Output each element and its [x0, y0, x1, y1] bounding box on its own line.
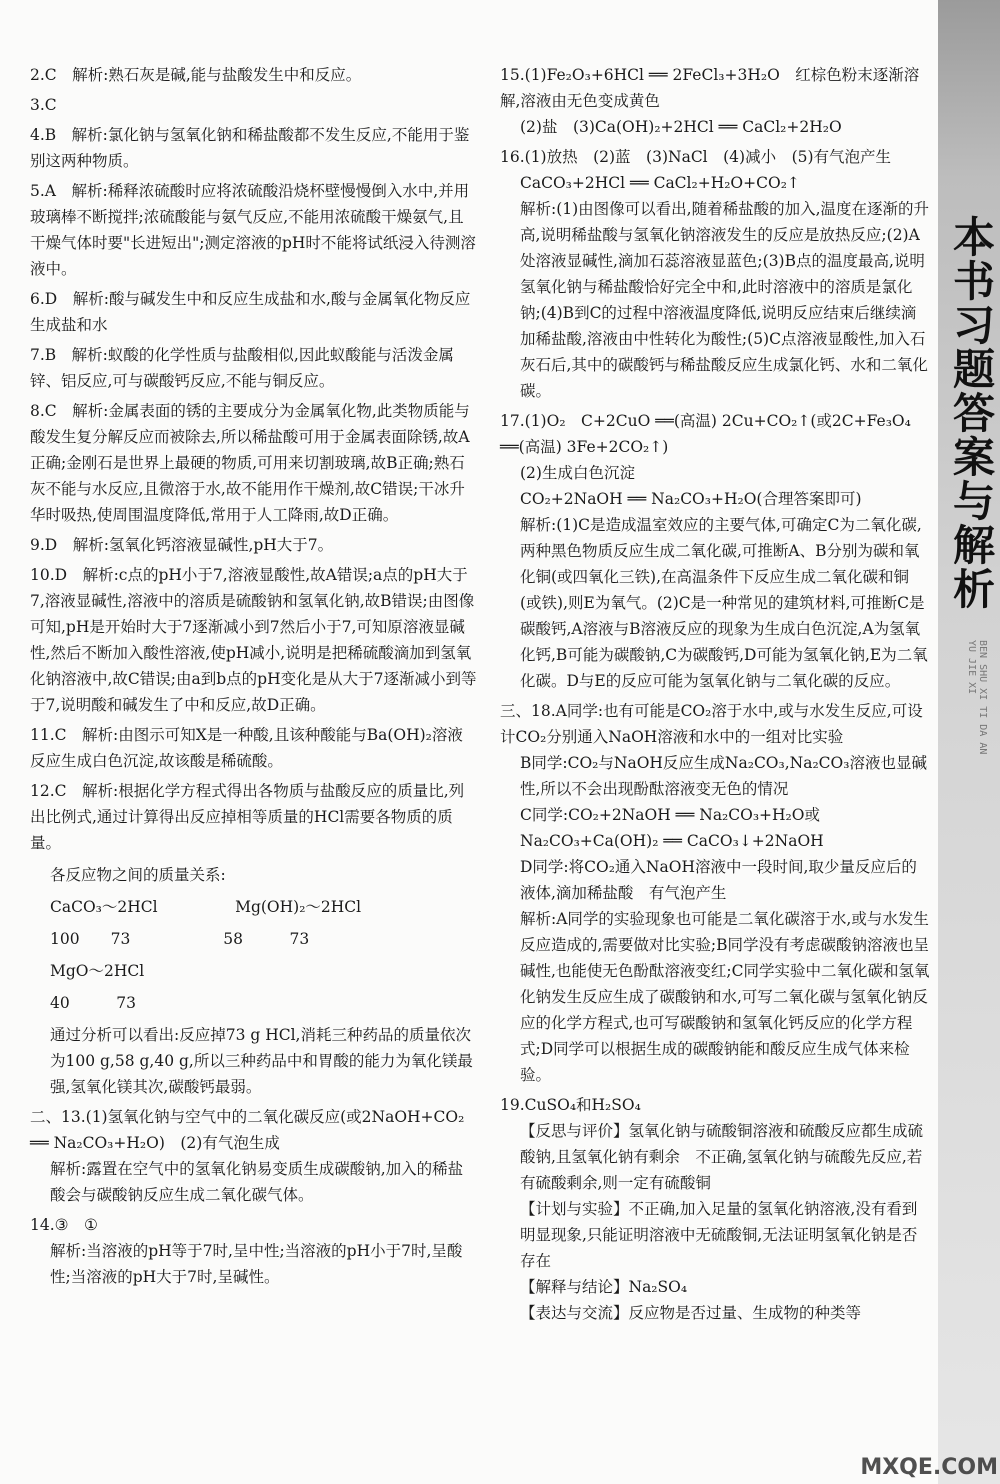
answer-15: 15.(1)Fe₂O₃+6HCl ══ 2FeCl₃+3H₂O 红棕色粉末逐渐溶解,溶液由无色变成黄色 — [500, 66, 920, 110]
answer-6: 6.D 解析:酸与碱发生中和反应生成盐和水,酸与金属氧化物反应生成盐和水 — [30, 290, 471, 334]
answer-19-conclusion: 【解释与结论】Na₂SO₄ — [520, 1278, 688, 1296]
answer-14-analysis: 解析:当溶液的pH等于7时,呈中性;当溶液的pH小于7时,呈酸性;当溶液的pH大于7时,呈碱性。 — [50, 1242, 463, 1286]
answer-18-b: B同学:CO₂与NaOH反应生成Na₂CO₃,Na₂CO₃溶液也显碱性,所以不会出现酚酞溶液变无色的情况 — [520, 754, 927, 798]
left-column — [30, 62, 478, 1290]
answer-5: 5.A 解析:稀释浓硫酸时应将浓硫酸沿烧杯壁慢慢倒入水中,并用玻璃棒不断搅拌;浓硫酸能与氨气反应,不能用浓硫酸干燥氨气,且干燥气体时要"长进短出";测定溶液的pH时不能将试纸浸入待测溶液中。 — [30, 182, 476, 278]
mass-relation-heading: 各反应物之间的质量关系: — [50, 866, 226, 884]
sidebar-title: 本书习题答案与解析 — [947, 215, 996, 611]
answer-17-equation: CO₂+2NaOH ══ Na₂CO₃+H₂O(合理答案即可) — [520, 490, 862, 508]
mass-relation-row: 40 73 — [50, 994, 136, 1012]
answer-17-analysis: 解析:(1)C是造成温室效应的主要气体,可确定C为二氧化碳,两种黑色物质反应生成二氧化碳,可推断A、B分别为碳和氧化铜(或四氧化三铁),在高温条件下反应生成二氧化碳和铜(或铁),则E为氧气。(2)C是一种常见的建筑材料,可推断C是碳酸钙,A溶液与B溶液反应的现象为生成白色沉淀,A为氢氧化钙,B可能为碳酸钠,C为碳酸钙,D可能为氢氧化钠,E为二氧化碳。D与E的反应可能为氢氧化钠与二氧化碳的反应。 — [520, 516, 928, 690]
answer-12-conclusion: 通过分析可以看出:反应掉73 g HCl,消耗三种药品的质量依次为100 g,58 g,40 g,所以三种药品中和胃酸的能力为氧化镁最强,氢氧化镁其次,碳酸钙最弱。 — [50, 1026, 473, 1096]
answer-18-c: C同学:CO₂+2NaOH ══ Na₂CO₃+H₂O或Na₂CO₃+Ca(OH)₂ ══ CaCO₃↓+2NaOH — [520, 806, 824, 850]
chapter-sidebar — [938, 0, 1000, 1484]
answer-8: 8.C 解析:金属表面的锈的主要成分为金属氧化物,此类物质能与酸发生复分解反应而被除去,所以稀盐酸可用于金属表面除锈,故A正确;金刚石是世界上最硬的物质,可用来切割玻璃,故B正确;熟石灰不能与水反应,且微溶于水,故不能用作干燥剂,故C错误;干冰升华时吸热,使周围温度降低,常用于人工降雨,故D正确。 — [30, 402, 470, 524]
answer-18-analysis: 解析:A同学的实验现象也可能是二氧化碳溶于水,或与水发生反应造成的,需要做对比实验;B同学没有考虑碳酸钠溶液也呈碱性,也能使无色酚酞溶液变红;C同学实验中二氧化碳和氢氧化钠发生反应生成了碳酸钠和水,可写二氧化碳与氢氧化钠反应的化学方程式,也可写碳酸钠和氢氧化钙反应的化学方程式;D同学可以根据生成的碳酸钠能和酸反应生成气体来检验。 — [520, 910, 930, 1084]
answer-17: 17.(1)O₂ C+2CuO ══(高温) 2Cu+CO₂↑(或2C+Fe₃O₄ ══(高温) 3Fe+2CO₂↑) — [500, 412, 916, 456]
answer-18-d: D同学:将CO₂通入NaOH溶液中一段时间,取少量反应后的液体,滴加稀盐酸 有气泡产生 — [520, 858, 917, 902]
answer-19-communication: 【表达与交流】反应物是否过量、生成物的种类等 — [520, 1304, 862, 1322]
right-column — [500, 62, 930, 1326]
answer-4: 4.B 解析:氯化钠与氢氧化钠和稀盐酸都不发生反应,不能用于鉴别这两种物质。 — [30, 126, 470, 170]
mass-relation-row: 100 73 58 73 — [50, 930, 310, 948]
watermark-logo: MXQE.COM — [860, 1455, 998, 1480]
mass-relation-row: MgO～2HCl — [50, 962, 145, 980]
answer-7: 7.B 解析:蚁酸的化学性质与盐酸相似,因此蚁酸能与活泼金属锌、铝反应,可与碳酸钙反应,不能与铜反应。 — [30, 346, 454, 390]
mass-relation-row: CaCO₃～2HCl Mg(OH)₂～2HCl — [50, 898, 362, 916]
answer-19-reflection: 【反思与评价】氢氧化钠与硫酸铜溶液和硫酸反应都生成硫酸钠,且氢氧化钠有剩余 不正确,氢氧化钠与硫酸先反应,若有硫酸剩余,则一定有硫酸铜 — [520, 1122, 924, 1192]
answer-14: 14.③ ① — [30, 1216, 98, 1234]
answer-15-part2: (2)盐 (3)Ca(OH)₂+2HCl ══ CaCl₂+2H₂O — [520, 118, 842, 136]
answer-10: 10.D 解析:c点的pH小于7,溶液显酸性,故A错误;a点的pH大于7,溶液显碱性,溶液中的溶质是硫酸钠和氢氧化钠,故B错误;由图像可知,pH是开始时大于7逐渐减小到7然后小于7,可知原溶液显碱性,然后不断加入酸性溶液,使pH减小,说明是把稀硫酸滴加到氢氧化钠溶液中,故C错误;由a到b点的pH变化是从大于7逐渐减小到等于7,说明酸和碱发生了中和反应,故D正确。 — [30, 566, 477, 714]
answer-11: 11.C 解析:由图示可知X是一种酸,且该种酸能与Ba(OH)₂溶液反应生成白色沉淀,故该酸是稀硫酸。 — [30, 726, 463, 770]
answer-13-analysis: 解析:露置在空气中的氢氧化钠易变质生成碳酸钠,加入的稀盐酸会与碳酸钠反应生成二氧化碳气体。 — [50, 1160, 464, 1204]
answer-3: 3.C — [30, 96, 57, 114]
answer-13: 二、13.(1)氢氧化钠与空气中的二氧化碳反应(或2NaOH+CO₂ ══ Na₂CO₃+H₂O) (2)有气泡生成 — [30, 1108, 470, 1152]
answer-19: 19.CuSO₄和H₂SO₄ — [500, 1096, 641, 1114]
answer-2: 2.C 解析:熟石灰是碱,能与盐酸发生中和反应。 — [30, 66, 362, 84]
answer-16-equation: CaCO₃+2HCl ══ CaCl₂+H₂O+CO₂↑ — [520, 174, 800, 192]
answer-17-part2: (2)生成白色沉淀 — [520, 464, 635, 482]
answer-16-analysis: 解析:(1)由图像可以看出,随着稀盐酸的加入,温度在逐渐的升高,说明稀盐酸与氢氧化钠溶液发生的反应是放热反应;(2)A处溶液显碱性,滴加石蕊溶液显蓝色;(3)B点的温度最高,说明氢氧化钠与稀盐酸恰好完全中和,此时溶液中的溶质是氯化钠;(4)B到C的过程中溶液温度降低,说明反应结束后继续滴加稀盐酸,溶液由中性转化为酸性;(5)C点溶液显酸性,加入石灰石后,其中的碳酸钙与稀盐酸反应生成氯化钙、水和二氧化碳。 — [520, 200, 930, 400]
answer-16: 16.(1)放热 (2)蓝 (3)NaCl (4)减小 (5)有气泡产生 — [500, 148, 892, 166]
answer-12: 12.C 解析:根据化学方程式得出各物质与盐酸反应的质量比,列出比例式,通过计算得出反应掉相等质量的HCl需要各物质的质量。 — [30, 782, 465, 852]
answer-18-a: 三、18.A同学:也有可能是CO₂溶于水中,或与水发生反应,可设计CO₂分别通入NaOH溶液和水中的一组对比实验 — [500, 702, 923, 746]
answer-9: 9.D 解析:氢氧化钙溶液显碱性,pH大于7。 — [30, 536, 334, 554]
answer-19-plan: 【计划与实验】不正确,加入足量的氢氧化钠溶液,没有看到明显现象,只能证明溶液中无硫酸铜,无法证明氢氧化钠是否存在 — [520, 1200, 918, 1270]
sidebar-pinyin: BEN SHU XI TI DA AN YU JIE XI — [966, 640, 988, 755]
